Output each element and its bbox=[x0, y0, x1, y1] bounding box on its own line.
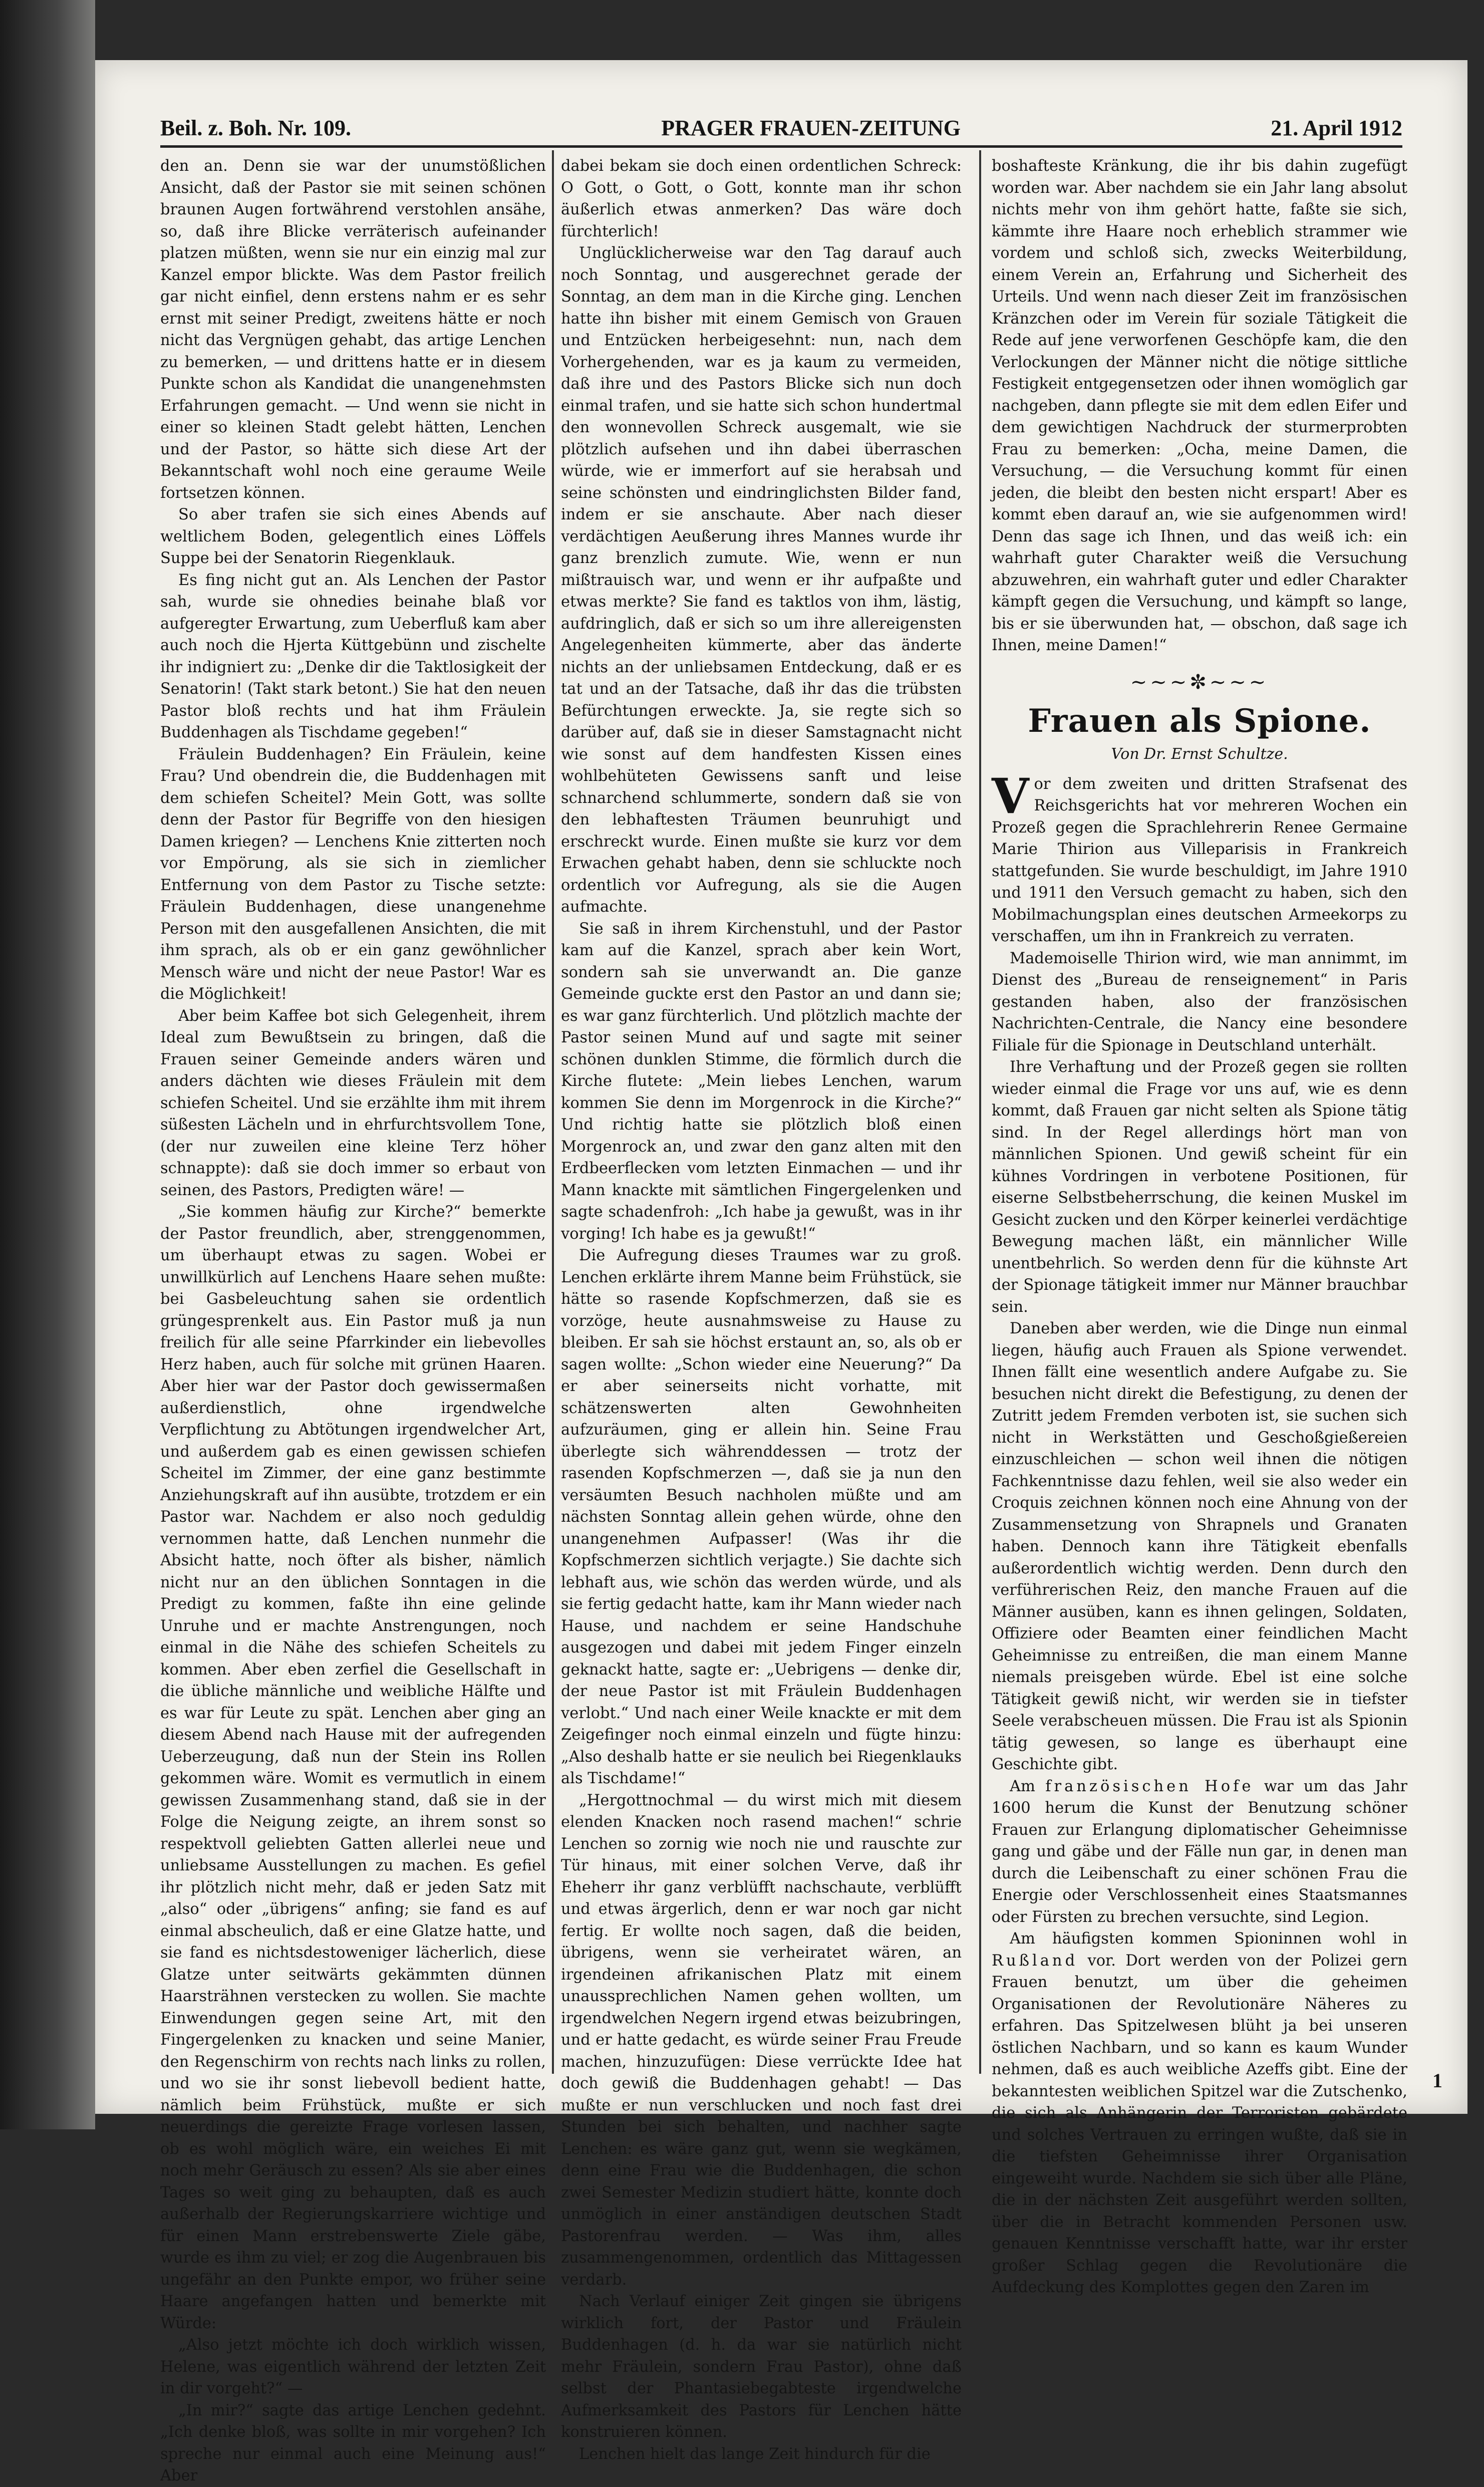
paragraph-text: or dem zweiten und dritten Strafsenat des Reichsgerichts hat vor mehreren Wochen ein Prozeß gegen die Sprachlehrerin Renee Germaine Marie Thirion aus Villeparisis in Frankreich stattgefunden. Sie wurde beschuldigt, im Jahre 1910 und 1911 den Versuch gemacht zu haben, sich den Mobilmachungsplan eines deutschen Armeekorps zu verschaffen, um ihn in Frankreich zu verraten. bbox=[992, 775, 1407, 945]
paragraph: „Sie kommen häufig zur Kirche?“ bemerkte der Pastor freundlich, aber, strenggenommen, um überhaupt etwas zu sagen. Wobei er unwillkürlich auf Lenchens Haare sehen mußte: bei Gasbeleuchtung sahen sie ordentlich grüngesprenkelt aus. Ein Pastor muß ja nun freilich für alle seine Pfarrkinder ein liebevolles Herz haben, auch für solche mit grünen Haaren. Aber hier war der Pastor doch gewissermaßen außerdienstlich, ohne irgendwelche Verpflichtung zu Abtötungen irgendwelcher Art, und außerdem gab es einen gewissen schiefen Scheitel im Zimmer, der eine ganz bestimmte Anziehungskraft auf ihn ausübte, trotzdem er ein Pastor war. Nachdem er also noch geduldig vernommen hatte, daß Lenchen nunmehr die Absicht hatte, noch öfter als bisher, nämlich nicht nur an den üblichen Sonntagen in die Predigt zu kommen, faßte ihn eine gelinde Unruhe und er machte Anstrengungen, noch einmal in die Nähe des schiefen Scheitels zu kommen. Aber eben zerfiel die Gesellschaft in die übliche männliche und weibliche Hälfte und es war für Leute zu spät. Lenchen aber ging an diesem Abend nach Hause mit der aufregenden Ueberzeugung, daß nun der Stein ins Rollen gekommen wäre. Womit es vermutlich in einem gewissen Zusammenhang stand, daß sie in der Folge die Neigung zeigte, an ihrem sonst so respektvoll geliebten Gatten allerlei neue und unliebsame Ausstellungen zu machen. Es gefiel ihr plötzlich nicht mehr, daß er jeden Satz mit „also“ oder „übrigens“ anfing; sie fand es auf einmal abscheulich, daß er eine Glatze hatte, und sie fand es nichtsdestoweniger lächerlich, diese Glatze unter seitwärts gekämmten dünnen Haarsträhnen verstecken zu wollen. Sie machte Einwendungen gegen seine Art, mit den Fingergelenken zu knacken und seine Manier, den Regenschirm von rechts nach links zu rollen, und wo sie ihr sonst liebevoll bedient hatte, nämlich beim Frühstück, mußte er sich neuerdings die gereizte Frage vorlesen lassen, ob es wohl möglich wäre, ein weiches Ei mit noch mehr Geräusch zu essen? Als sie aber eines Tages so weit ging zu behaupten, daß es auch außerhalb der Regierungskarriere wichtige und für einen Mann erstrebenswerte Ziele gäbe, wurde es ihm zu viel; er zog die Augenbrauen bis ungefähr an den Punkte empor, wo früher seine Haare angefangen hatten und bemerkte mit Würde: bbox=[160, 1203, 546, 2332]
paragraph: Die Aufregung dieses Traumes war zu groß. Lenchen erklärte ihrem Manne beim Frühstück, sie hätte so rasende Kopfschmerzen, daß sie es vorzöge, heute ausnahmsweise zu Hause zu bleiben. Er sah sie höchst erstaunt an, so, als ob er sagen wollte: „Schon wieder eine Neuerung?“ Da er aber seinerseits nicht vorhatte, mit schätzenswerten alten Gewohnheiten aufzuräumen, ging er allein hin. Seine Frau überlegte sich währenddessen — trotz der rasenden Kopfschmerzen —, daß sie ja nun den versäumten Besuch nachholen müßte und am nächsten Sonntag allein gehen würde, ohne den unangenehmen Aufpasser! (Was ihr die Kopfschmerzen sichtlich verjagte.) Sie dachte sich lebhaft aus, wie schön das werden würde, und als sie fertig gedacht hatte, kam ihr Mann wieder nach Hause, und nachdem er seine Handschuhe ausgezogen und dabei mit jedem Finger einzeln geknackt hatte, sagte er: „Uebrigens — denke dir, der neue Pastor ist mit Fräulein Buddenhagen verlobt.“ Und nach einer Weile knackte er mit dem Zeigefinger noch einmal einzeln und fügte hinzu: „Also deshalb hatte er sie neulich bei Riegenklauks als Tischdame!“ bbox=[561, 1247, 962, 1787]
paragraph: Nach Verlauf einiger Zeit gingen sie übrigens wirklich fort, der Pastor und Fräulein Buddenhagen (d. h. da war sie natürlich nicht mehr Fräulein, sondern Frau Pastor), ohne daß selbst der Phantasiebegabteste irgendwelche Aufmerksamkeit des Pastors für Lenchen hätte konstruieren können. bbox=[561, 2293, 962, 2441]
paragraph bbox=[992, 767, 1407, 948]
column-1 bbox=[160, 155, 546, 2484]
paragraph: Unglücklicherweise war den Tag darauf auch noch Sonntag, und ausgerechnet gerade der Sonntag, an dem man in die Kirche ging. Lenchen hatte ihn bisher mit einem Gemisch von Grauen und Entzücken herbeigesehnt: nun, nach dem Vorhergehenden, war es ja kaum zu vermeiden, daß ihre und des Pastors Blicke sich nun doch einmal trafen, und sie hatte sich schon hundertmal den wonnevollen Schreck ausgemalt, wie sie plötzlich aufsehen und ihn dabei überraschen würde, wie er immerfort auf sie herabsah und seine schönsten und eindringlichsten Bilder fand, indem er sie anschaute. Aber nach dieser verdächtigen Aeußerung ihres Mannes wurde ihr ganz brenzlich zumute. Wie, wenn er nun mißtrauisch war, und wenn er ihr aufpaßte und etwas merkte? Sie fand es taktlos von ihm, lästig, aufdringlich, daß er sich so um ihre allereigensten Angelegenheiten kümmerte, aber das änderte nichts an der unliebsamen Entdeckung, daß er es tat und an der Tatsache, daß ihr das die trübsten Befürchtungen erweckte. Ja, sie regte sich so darüber auf, daß sie in dieser Samstagnacht nicht wie sonst auf dem handfesten Kissen eines wohlbehüteten Gewissens sanft und leise schnarchend schlummerte, sondern daß sie von den lebhaftesten Träumen beunruhigt und erschreckt wurde. Einen mußte sie kurz vor dem Erwachen gehabt haben, denn sie schluckte noch ordentlich vor Aufregung, als sie die Augen aufmachte. bbox=[561, 244, 962, 916]
paragraph: So aber trafen sie sich eines Abends auf weltlichem Boden, gelegentlich eines Löffels Suppe bei der Senatorin Riegenklauk. bbox=[160, 506, 546, 567]
header-left: Beil. z. Boh. Nr. 109. bbox=[160, 115, 351, 140]
paragraph bbox=[992, 1928, 1407, 2299]
paragraph: Daneben aber werden, wie die Dinge nun einmal liegen, häufig auch Frauen als Spione verwendet. Ihnen fällt eine wesentlich andere Aufgabe zu. Sie besuchen nicht direkt die Befestigung, zu denen der Zutritt jedem Fremden verboten ist, sie suchen sich nicht in Werkstätten und Geschoßgießereien einzuschleichen — schon weil ihnen die nötigen Fachkenntnisse dazu fehlen, weil sie also weder ein Croquis zeichnen können noch eine Ahnung von der Zusammensetzung von Shrapnels und Granaten haben. Dennoch kann ihre Tätigkeit ebenfalls außerordentlich wichtig werden. Denn durch den verführerischen Reiz, den manche Frauen auf die Männer ausüben, kann es ihnen gelingen, Soldaten, Offiziere oder Beamten einer feindlichen Macht Geheimnisse zu entreißen, die man einem Manne niemals preisgeben würde. Ebel ist eine solche Tätigkeit gewiß nicht, wir werden sie in tiefster Seele verabscheuen müssen. Die Frau ist als Spionin tätig gewesen, so lange es überhaupt eine Geschichte gibt. bbox=[992, 1320, 1407, 1773]
header-title: PRAGER FRAUEN-ZEITUNG bbox=[661, 115, 961, 140]
article-byline: Von Dr. Ernst Schultze. bbox=[1111, 745, 1288, 763]
paragraph: Ihre Verhaftung und der Prozeß gegen sie rollten wieder einmal die Frage vor uns auf, wie es denn kommt, daß Frauen gar nicht selten als Spione tätig sind. In der Regel allerdings hört man von männlichen Spionen. Und gewiß scheint für ein kühnes Vordringen in verbotene Positionen, für eiserne Selbstbeherrschung, die keinen Muskel im Gesicht zucken und den Körper keinerlei verdächtige Bewegung machen läßt, ein männlicher Wille unentbehrlich. So werden denn für die kühnste Art der Spionage tätigkeit immer nur Männer brauchbar sein. bbox=[992, 1058, 1407, 1316]
column-2 bbox=[561, 155, 962, 2463]
paragraph: Fräulein Buddenhagen? Ein Fräulein, keine Frau? Und obendrein die, die Buddenhagen mit dem schiefen Scheitel? Mein Gott, was sollte denn der Pastor für Begriffe von den hiesigen Damen kriegen? — Lenchens Knie zitterten noch vor Empörung, als sie sich in ziemlicher Entfernung von dem Pastor zu Tische setzte: Fräulein Buddenhagen, diese unangenehme Person mit den ausgefallenen Ansichten, die mit ihm sprach, als ob er ein ganz gewöhnlicher Mensch wäre und nicht der neue Pastor! War es die Möglichkeit! bbox=[160, 745, 546, 1003]
column-3 bbox=[992, 155, 1407, 2296]
page-header bbox=[160, 110, 1402, 148]
paragraph: Aber beim Kaffee bot sich Gelegenheit, ihrem Ideal zum Bewußtsein zu bringen, daß die Frauen seiner Gemeinde anders wären und anders dächten wie dieses Fräulein mit dem schiefen Scheitel. Und sie erzählte ihm mit ihrem süßesten Lächeln und in ehrfurchtsvollem Tone, (der nur zuweilen eine kleine Terz höher schnappte): daß sie doch immer so erbaut von seinen, des Pastors, Predigten wäre! — bbox=[160, 1007, 546, 1199]
paragraph: dabei bekam sie doch einen ordentlichen Schreck: O Gott, o Gott, o Gott, konnte man ihr schon äußerlich etwas anmerken? Das wäre doch fürchterlich! bbox=[561, 157, 962, 240]
spaced-text: französischen Hofe bbox=[1045, 1777, 1254, 1795]
page-number: 1 bbox=[1432, 2069, 1442, 2092]
text: Am bbox=[1010, 1777, 1035, 1795]
book-spine-shadow bbox=[0, 0, 95, 2129]
drop-cap: V bbox=[992, 767, 1029, 824]
text: war um das Jahr 1600 herum die Kunst der Benutzung schöner Frauen zur Erlangung diplomatischer Geheimnisse gang und gäbe und der Fälle nun gar, in denen man durch die Leibenschaft zu einer schönen Frau die Energie oder Verschlossenheit eines Staatsmannes oder Fürsten zu brechen versuchte, sind Legion. bbox=[992, 1777, 1407, 1926]
paragraph: Lenchen hielt das lange Zeit hindurch für die bbox=[579, 2445, 931, 2463]
paragraph: Sie saß in ihrem Kirchenstuhl, und der Pastor kam auf die Kanzel, sprach aber kein Wort, sondern sah sie unverwandt an. Die ganze Gemeinde guckte erst den Pastor an und dann sie; es war ganz fürchterlich. Und plötzlich machte der Pastor seinen Mund auf und sagte mit seiner schönen dunklen Stimme, die förmlich durch die Kirche flutete: „Mein liebes Lenchen, warum kommen Sie denn im Morgenrock in die Kirche?“ Und richtig hatte sie plötzlich bloß einen Morgenrock an, und zwar den ganz alten mit den Erdbeerflecken vom letzten Einmachen — und ihr Mann knackte mit sämtlichen Fingergelenken und sagte schadenfroh: „Ich habe ja gewußt, was in ihr vorging! Ich habe es ja gewußt!“ bbox=[561, 920, 962, 1243]
paragraph: Mademoiselle Thirion wird, wie man annimmt, im Dienst des „Bureau de renseignement“ in Paris gestanden haben, also der französischen Nachrichten-Centrale, die Nancy eine besondere Filiale für die Spionage in Deutschland unterhält. bbox=[992, 949, 1407, 1054]
spaced-text: Rußland bbox=[992, 1952, 1078, 1970]
paragraph: „In mir?“ sagte das artige Lenchen gedehnt. „Ich denke bloß, was sollte in mir vorgehen? Ich spreche nur einmal auch eine Meinung aus!“ Aber bbox=[160, 2401, 546, 2484]
paragraph: „Hergottnochmal — du wirst mich mit diesem elenden Knacken noch rasend machen!“ schrie Lenchen so zornig wie noch nie und rauschte zur Tür hinaus, mit einer solchen Verve, daß ihr Eheherr ihr ganz verblüfft nachschaute, verblüfft und etwas ärgerlich, denn er war noch gar nicht fertig. Er wollte noch sagen, daß die beiden, übrigens, wenn sie verheiratet wären, an irgendeinen afrikanischen Platz mit einem unaussprechlichen Namen gehen wollten, um irgendwelchen Negern irgend etwas beizubringen, und er hatte gedacht, es würde seiner Frau Freude machen, hinzuzufügen: Diese verrückte Idee hat doch gewiß die Buddenhagen gehabt! — Das mußte er nun verschlucken und noch fast drei Stunden bei sich behalten, und nachher sagte Lenchen: es wäre ganz gut, wenn sie wegkämen, denn eine Frau wie die Buddenhagen, die schon zwei Semester Medizin studiert hätte, konnte doch unmöglich in einer anständigen deutschen Stadt Pastorenfrau werden. — Was ihm, alles zusammengenommen, ordentlich das Mittagessen verdarb. bbox=[561, 1791, 962, 2289]
text: Am häufigsten kommen Spioninnen wohl in bbox=[1010, 1930, 1407, 1948]
paragraph: den an. Denn sie war der unumstößlichen Ansicht, daß der Pastor sie mit seinen schönen braunen Augen fortwährend verstohlen ansähe, so, daß ihre Blicke verräterisch aufeinander platzen müßten, wenn sie nur ein einzig mal zur Kanzel empor blickte. Was dem Pastor freilich gar nicht einfiel, denn erstens nahm er es sehr ernst mit seiner Predigt, zweitens hätte er noch nicht das Vergnügen gehabt, das artige Lenchen zu bemerken, — und drittens hatte er in diesem Punkte schon als Kandidat die unangenehmsten Erfahrungen gemacht. — Und wenn sie nicht in einer so kleinen Stadt gelebt hätten, Lenchen und der Pastor, so hätte sich diese Art der Bekanntschaft wohl noch eine geraume Weile fortsetzen können. bbox=[160, 157, 546, 502]
text: vor. Dort werden von der Polizei gern Frauen benutzt, um über die geheimen Organisationen der Revolutionäre Näheres zu erfahren. Das Spitzelwesen blüht ja bei unseren östlichen Nachbarn, und so kann es kaum Wunder nehmen, daß es auch weibliche Azeffs gibt. Eine der bekanntesten weiblichen Spitzel war die Zutschenko, die sich als Anhängerin der Terroristen gebärdete und solches Vertrauen zu erringen wußte, daß sie in die tiefsten Geheimnisse ihrer Organisation eingeweiht wurde. Nachdem sie sich über alle Pläne, die in der nächsten Zeit ausgeführt werden sollten, über die in Betracht kommenden Personen usw. genauen Kenntnisse verschafft hatte, war ihr erster großer Schlag gegen die Revolutionäre die Aufdeckung des Komplottes gegen den Zaren im bbox=[992, 1952, 1407, 2296]
article-title: Frauen als Spione. bbox=[1028, 702, 1371, 740]
paragraph: „Also jetzt möchte ich doch wirklich wissen, Helene, was eigentlich während der letzten Zeit in dir vorgeht?“ — bbox=[160, 2336, 546, 2397]
column-rule-2 bbox=[979, 150, 981, 2074]
header-date: 21. April 1912 bbox=[1271, 115, 1402, 140]
paragraph: boshafteste Kränkung, die ihr bis dahin zugefügt worden war. Aber nachdem sie ein Jahr lang absolut nichts mehr von ihm gehört hatte, faßte sie sich, kämmte ihre Haare noch erheblich strammer wie vordem und schloß sich, zwecks Weiterbildung, einem Verein an, Erfahrung und Sicherheit des Urteils. Und wenn nach dieser Zeit im französischen Kränzchen oder im Verein für soziale Tätigkeit die Rede auf jene verworfenen Geschöpfe kam, die den Verlockungen der Männer nicht die nötige sittliche Festigkeit entgegensetzen oder ihnen womöglich gar nachgeben, dann pflegte sie mit dem edlen Eifer und dem gewichtigen Nachdruck der sturmerprobten Frau zu bemerken: „Ocha, meine Damen, die Versuchung, — die Versuchung kommt für einen jeden, die bleibt den besten nicht erspart! Aber es kommt eben darauf an, wie sie aufgenommen wird! Denn das sage ich Ihnen, und das weiß ich: ein wahrhaft guter Charakter weiß die Versuchung abzuwehren, ein wahrhaft guter und edler Charakter kämpft gegen die Versuchung, und kämpft so lange, bis er sie überwunden hat, — obschon, daß sage ich Ihnen, meine Damen!“ bbox=[992, 157, 1407, 654]
paragraph: Es fing nicht gut an. Als Lenchen der Pastor sah, wurde sie ohnedies beinahe blaß vor aufgeregter Erwartung, zum Ueberfluß kam aber auch noch die Hjerta Küttgebünn und zischelte ihr indigniert zu: „Denke dir die Taktlosigkeit der Senatorin! (Takt stark betont.) Sie hat den neuen Pastor bloß rechts und hat ihm Fräulein Buddenhagen als Tischdame gegeben!“ bbox=[160, 571, 546, 741]
paragraph bbox=[992, 1776, 1407, 1928]
section-ornament: ~~~✼~~~ bbox=[1130, 670, 1269, 694]
column-rule-1 bbox=[552, 150, 554, 2074]
